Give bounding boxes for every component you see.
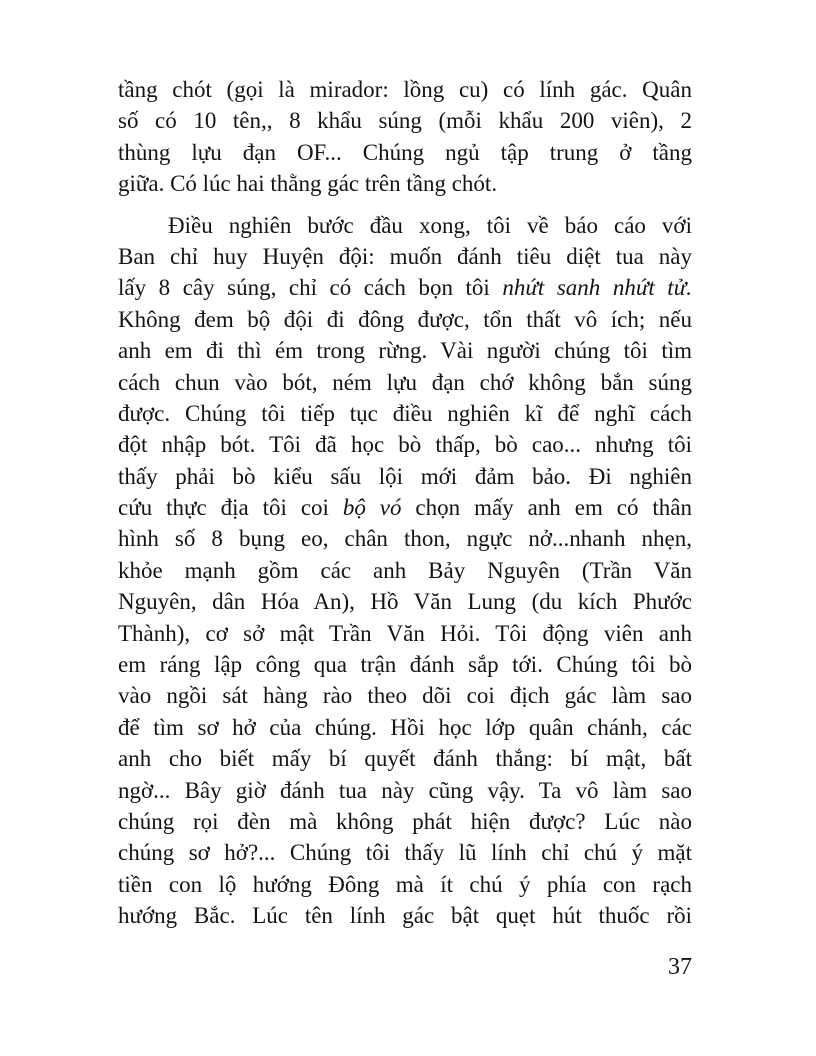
text-run: cứu thực địa tôi coi: [118, 495, 343, 521]
text-line: Điều nghiên bước đầu xong, tôi về báo cáo với: [168, 212, 692, 238]
text-line: [118, 272, 692, 303]
text-line: tiền con lộ hướng Đông mà ít chú ý phía con rạch: [118, 871, 692, 897]
italic-phrase: bộ vó: [342, 495, 402, 521]
text-line: tầng chót (gọi là mirador: lồng cu) có lính gác. Quân: [118, 77, 692, 102]
text-line: chúng sơ hở?... Chúng tôi thấy lũ lính chỉ chú ý mặt: [118, 840, 692, 866]
text-line: anh em đi thì ém trong rừng. Vài người chúng tôi tìm: [118, 338, 692, 364]
paragraph-continued: [118, 74, 692, 200]
italic-phrase: nhứt sanh nhứt tử.: [502, 275, 692, 301]
paragraph: [118, 210, 692, 932]
text-line: chúng rọi đèn mà không phát hiện được? Lúc nào: [118, 808, 692, 834]
text-line: hướng Bắc. Lúc tên lính gác bật quẹt hút thuốc rồi: [118, 903, 692, 929]
text-line: đột nhập bót. Tôi đã học bò thấp, bò cao... nhưng tôi: [118, 432, 692, 458]
text-line: cách chun vào bót, ném lựu đạn chớ không bắn súng: [118, 369, 692, 395]
text-line: giữa. Có lúc hai thằng gác trên tầng chót.: [118, 171, 498, 197]
text-line: thấy phải bò kiểu sấu lội mới đảm bảo. Đi nghiên: [118, 463, 692, 489]
text-line: anh cho biết mấy bí quyết đánh thắng: bí mật, bất: [118, 746, 692, 772]
paragraph-gap: [118, 200, 692, 210]
text-line: em ráng lập công qua trận đánh sắp tới. Chúng tôi bò: [118, 652, 692, 678]
text-line: Không đem bộ đội đi đông được, tổn thất vô ích; nếu: [118, 306, 692, 332]
text-line: khỏe mạnh gồm các anh Bảy Nguyên (Trần Văn: [118, 557, 692, 583]
text-line: vào ngồi sát hàng rào theo dõi coi địch gác làm sao: [118, 683, 692, 709]
text-line: [118, 492, 692, 523]
text-line: để tìm sơ hở của chúng. Hồi học lớp quân chánh, các: [118, 714, 692, 740]
text-run: lấy 8 cây súng, chỉ có cách bọn tôi: [118, 275, 503, 301]
text-line: hình số 8 bụng eo, chân thon, ngực nở...nhanh nhẹn,: [118, 526, 692, 552]
text-line: Ban chỉ huy Huyện đội: muốn đánh tiêu diệt tua này: [118, 243, 692, 269]
body-text: [118, 74, 692, 932]
text-line: Nguyên, dân Hóa An), Hồ Văn Lung (du kích Phước: [118, 589, 692, 615]
text-line: Thành), cơ sở mật Trần Văn Hỏi. Tôi động viên anh: [118, 620, 692, 646]
text-line: được. Chúng tôi tiếp tục điều nghiên kĩ để nghĩ cách: [118, 400, 692, 426]
text-line: thùng lựu đạn OF... Chúng ngủ tập trung ở tầng: [118, 139, 692, 165]
text-line: ngờ... Bây giờ đánh tua này cũng vậy. Ta vô làm sao: [118, 777, 692, 803]
text-line: số có 10 tên,, 8 khẩu súng (mỗi khẩu 200 viên), 2: [118, 108, 692, 134]
text-run: chọn mấy anh em có thân: [401, 495, 692, 521]
page-number: 37: [668, 954, 692, 980]
